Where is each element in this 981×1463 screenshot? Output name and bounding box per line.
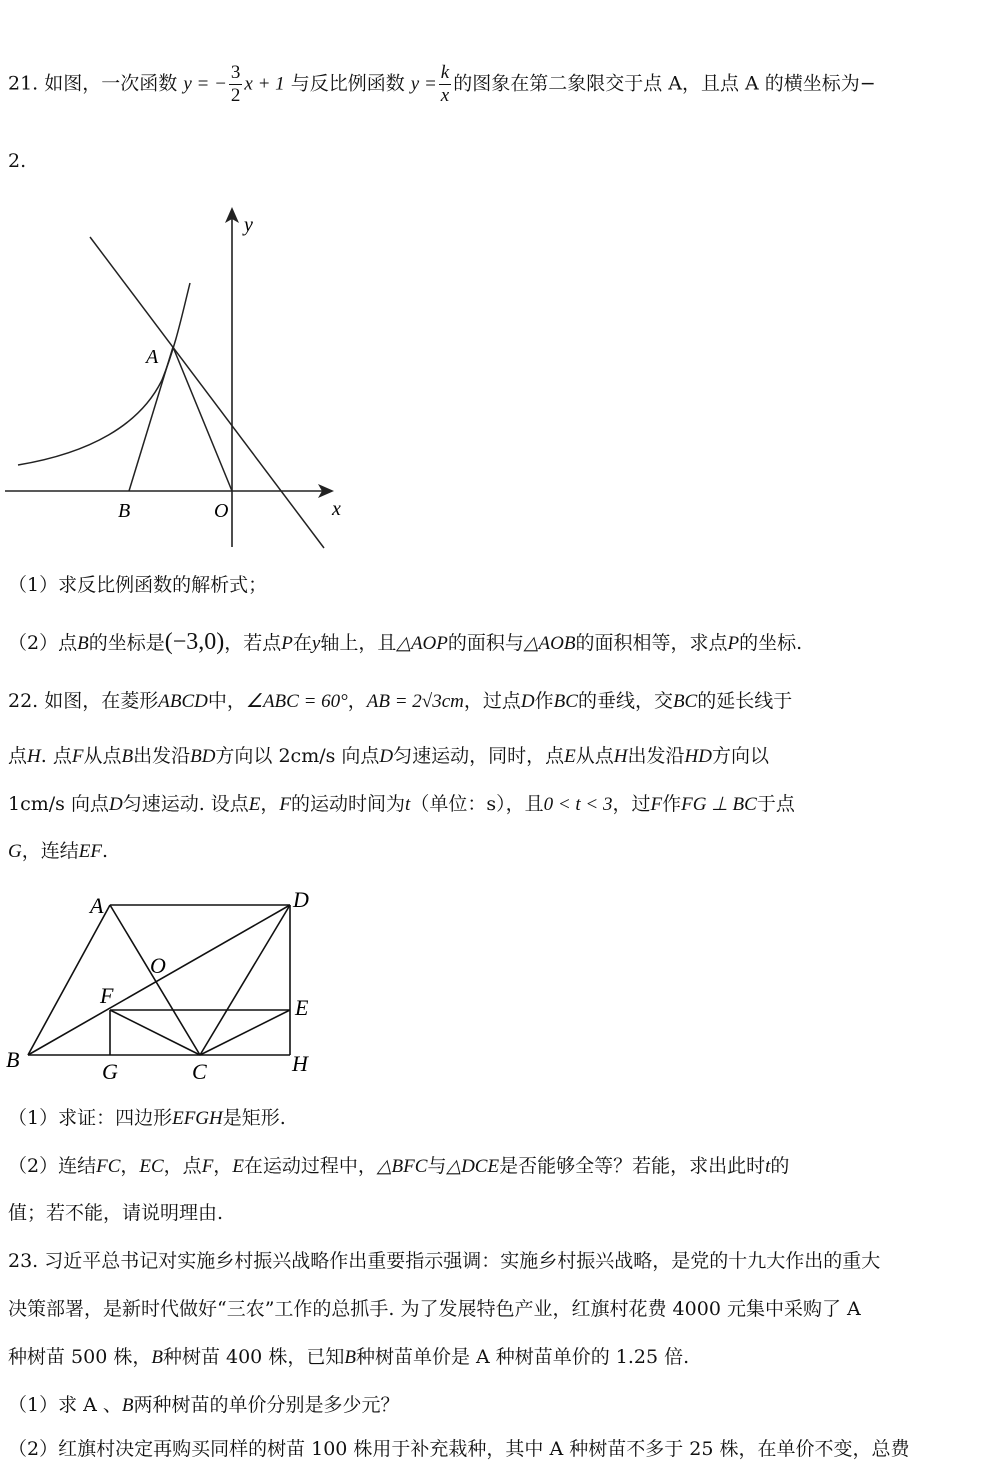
- q21-linear-fn-lhs: y = −: [183, 73, 227, 95]
- q21-fraction-k-x: $\frac{k}{x}$: [440, 62, 450, 106]
- label-C: C: [192, 1059, 207, 1084]
- q21-statement-line-1: 21. 如图，一次函数 y = − $\frac{3}{2}$ x + 1 与反比例函数 y = $\frac{k}{x}$ 的图象在第二象限交于点 A，且点 A 的横坐标为−: [8, 62, 876, 106]
- q21-fraction-3-2: $\frac{3}{2}$: [230, 62, 241, 106]
- q23-statement-line-1: 23. 习近平总书记对实施乡村振兴战略作出重要指示强调：实施乡村振兴战略，是党的十九大作出的重大: [8, 1250, 881, 1272]
- q23-statement-line-3: 种树苗 500 株，B种树苗 400 株，已知B种树苗单价是 A 种树苗单价的 1.25 倍.: [8, 1346, 690, 1368]
- q22-statement-line-4: G，连结EF.: [8, 840, 109, 862]
- q21-number: 21.: [8, 72, 39, 95]
- diagonal-BD: [28, 905, 290, 1055]
- label-A: A: [146, 346, 159, 368]
- q22-statement-line-2: 点H. 点F从点B出发沿BD方向以 2cm/s 向点D匀速运动，同时，点E从点H出发沿HD方向以: [8, 745, 769, 767]
- label-B: B: [118, 500, 131, 522]
- q21-statement-line-2: 2.: [8, 150, 27, 172]
- q23-part-1: （1）求 A 、B两种树苗的单价分别是多少元？: [8, 1394, 400, 1416]
- q22-rhombus-figure: [0, 885, 340, 1090]
- label-O: O: [150, 953, 166, 978]
- q22-statement-line-3: 1cm/s 向点D匀速运动. 设点E，F的运动时间为t（单位：s），且0 < t < 3，过F作FG ⊥ BC于点: [8, 793, 795, 815]
- q21-function-graph-figure: [0, 195, 360, 555]
- q21-part-1: （1）求反比例函数的解析式；: [8, 574, 268, 596]
- q22-part-2-line-2: 值；若不能，请说明理由.: [8, 1202, 224, 1224]
- label-y: y: [244, 214, 253, 236]
- segment-AB: [129, 347, 173, 491]
- segment-AO: [173, 347, 232, 491]
- q22-statement-line-1: 22. 如图，在菱形ABCD中，∠ABC = 60°，AB = 2√3cm，过点D作BC的垂线，交BC的延长线于: [8, 690, 793, 712]
- q22-part-2: （2）连结FC，EC，点F，E在运动过程中，△BFC与△DCE是否能够全等？若能，求出此时t的: [8, 1155, 790, 1177]
- label-G: G: [102, 1059, 118, 1084]
- q21-point-B-coordinate: (−3,0): [164, 629, 225, 655]
- q23-statement-line-2: 决策部署，是新时代做好“三农”工作的总抓手. 为了发展特色产业，红旗村花费 4000 元集中采购了 A: [8, 1298, 861, 1320]
- side-AB: [28, 905, 110, 1055]
- q21-part-2: （2）点B的坐标是(−3,0)，若点P在y轴上，且△AOP的面积与△AOB的面积相等，求点P的坐标.: [8, 629, 803, 655]
- label-A: A: [90, 893, 104, 918]
- q22-number: 22.: [8, 690, 39, 712]
- label-F: F: [100, 983, 114, 1008]
- label-H: H: [292, 1051, 308, 1076]
- label-B: B: [6, 1047, 20, 1072]
- label-E: E: [295, 995, 309, 1020]
- label-D: D: [293, 887, 309, 912]
- q21-inverse-fn-lhs: y =: [410, 73, 437, 95]
- q23-part-2: （2）红旗村决定再购买同样的树苗 100 株用于补充栽种，其中 A 种树苗不多于 25 株，在单价不变，总费: [8, 1438, 910, 1460]
- q22-part-1: （1）求证：四边形EFGH是矩形.: [8, 1107, 286, 1129]
- label-x: x: [332, 498, 341, 520]
- label-O: O: [214, 500, 229, 522]
